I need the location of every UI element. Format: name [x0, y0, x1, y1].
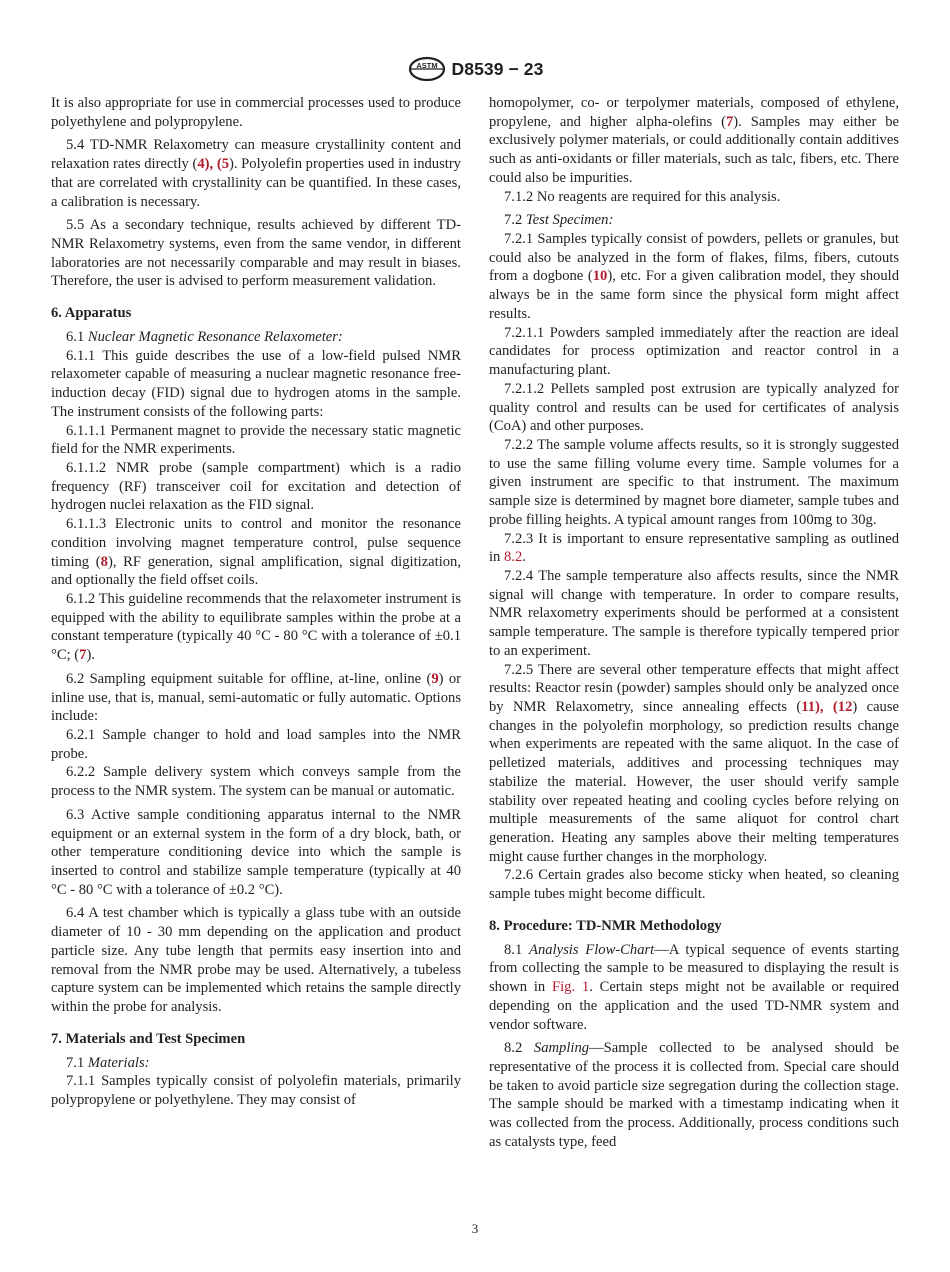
right-column — [489, 94, 899, 1152]
left-column — [51, 94, 461, 1110]
page-header — [0, 56, 950, 82]
paragraph-5-4: 5.4 TD-NMR Relaxometry can measure crystallinity content and relaxation rates directly (4), (5). Polyolefin properties used in industry that are correlated with crystallinity can be quantified. In these cases, a calibration is necessary. — [51, 137, 461, 210]
paragraph-7-2-1-2: 7.2.1.2 Pellets sampled post extrusion are typically analyzed for quality control and results can be used for certificates of analysis (CoA) and other purposes. — [489, 380, 899, 435]
page-number: 3 — [471, 1221, 479, 1236]
paragraph-6-1-1-1: 6.1.1.1 Permanent magnet to provide the necessary static magnetic field for the NMR experiments. — [51, 422, 461, 458]
reference-link[interactable]: 8 — [100, 553, 108, 570]
paragraph-7-2: 7.2 Test Specimen: — [504, 212, 614, 229]
paragraph-7-1-2: 7.1.2 No reagents are required for this analysis. — [504, 188, 781, 205]
paragraph-6-1-2: 6.1.2 This guideline recommends that the relaxometer instrument is equipped with the ability to equilibrate samples within the probe at a constant temperature (typically 40 °C - 80 °C with a tolerance of ±0.1 °C; (7). — [51, 590, 461, 664]
paragraph-6-1-1: 6.1.1 This guide describes the use of a low-field pulsed NMR relaxometer capable of measuring a nuclear magnetic resonance free-induction decay (FID) signal due to hydrogen atoms in the sample. The instrument consists of the following parts: — [51, 347, 461, 420]
paragraph-8-1: 8.1 Analysis Flow-Chart—A typical sequence of events starting from collecting the sample to be measured to displaying the result is shown in Fig. 1. Certain steps might not be available or required depending on the application and the used TD-NMR system and vendor software. — [489, 941, 900, 1033]
paragraph-7-2-3: 7.2.3 It is important to ensure representative sampling as outlined in 8.2. — [489, 530, 899, 566]
paragraph-7-2-5: 7.2.5 There are several other temperature effects that might affect results: Reactor resin (powder) samples should only be analyzed once by NMR Relaxometry, since annealing effects (11), (12) cause changes in the polyolefin morphology, so prediction results change when experiments are repeated with the same aliquot. In the case of pelletized materials, additives and processing techniques may stabilize the material. However, the user should verify sample stability over repeated heating and cooling cycles before relying on multiple measurements of the same aliquot for control chart generation. Heating any samples above their melting temperatures might cause further changes in the morphology. — [489, 661, 899, 865]
paragraph-8-2: 8.2 Sampling—Sample collected to be analysed should be representative of the process it is collected from. Special care should be taken to avoid particle size segregation during the collection stage. The sample should be marked with a timestamp indicating when it was collected from the process. Additionally, process conditions such as catalysts type, feed — [489, 1040, 900, 1150]
section-heading-8: 8. Procedure: TD-NMR Methodology — [489, 917, 722, 934]
paragraph-5-5: 5.5 As a secondary technique, results achieved by different TD-NMR Relaxometry systems, even from the same vendor, in different laboratories are not necessarily comparable and may result in biases. Therefore, the user is advised to perform measurement validation. — [51, 217, 461, 290]
figure-link[interactable]: Fig. 1 — [552, 979, 590, 996]
paragraph-7-1-1: 7.1.1 Samples typically consist of polyolefin materials, primarily polypropylene or polyethylene. They may consist of — [51, 1073, 461, 1108]
paragraph-7-2-1-1: 7.2.1.1 Powders sampled immediately after the reaction are ideal candidates for process optimization and reactor control in a manufacturing plant. — [489, 324, 899, 379]
paragraph-7-2-6: 7.2.6 Certain grades also become sticky when heated, so cleaning sample tubes might become difficult. — [489, 867, 899, 903]
paragraph-6-1-1-3: 6.1.1.3 Electronic units to control and monitor the resonance condition involving magnet temperature control, pulse sequence timing (8), RF generation, signal amplification, signal digitization, and optionally the field offset coils. — [51, 516, 462, 589]
paragraph-intro: It is also appropriate for use in commercial processes used to produce polyethylene and polypropylene. — [51, 95, 461, 130]
paragraph-6-2: 6.2 Sampling equipment suitable for offline, at-line, online (9) or inline use, that is, manual, semi-automatic or fully automatic. Options include: — [51, 670, 461, 725]
paragraph-6-2-1: 6.2.1 Sample changer to hold and load samples into the NMR probe. — [51, 727, 461, 762]
reference-link[interactable]: 12 — [837, 699, 853, 715]
paragraph-7-2-2: 7.2.2 The sample volume affects results, so it is strongly suggested to use the same filling volume every time. Sample volumes for a given instrument are specific to that instrument. The maximum sample size is determined by magnet bore diameter, sample tubes and probe filling heights. A typical amount ranges from 100mg to 30g. — [489, 436, 899, 528]
reference-link[interactable]: 7 — [726, 113, 734, 130]
paragraph-6-4: 6.4 A test chamber which is typically a glass tube with an outside diameter of 10 - 30 mm depending on the application and product particle size. Any tube length that permits easy insertion into and removal from the NMR probe may be used. Alternatively, a tubeless capture system can be implemented which retains the sample directly within the probe for analysis. — [51, 905, 461, 1016]
reference-link[interactable]: 11 — [801, 699, 816, 715]
reference-link[interactable]: 5 — [221, 156, 229, 173]
section-heading-7: 7. Materials and Test Specimen — [51, 1030, 246, 1047]
paragraph-7-1: 7.1 Materials: — [66, 1054, 150, 1071]
paragraph-7-2-1: 7.2.1 Samples typically consist of powders, pellets or granules, but could also be analyzed in the form of flakes, films, fibers, cutouts from a dogbone (10), etc. For a given calibration model, they should always be in the same form since the physical form might affect results. — [489, 231, 899, 322]
astm-logo-icon — [407, 56, 447, 82]
paragraph-6-2-2: 6.2.2 Sample delivery system which conveys sample from the process to the NMR system. The system can be manual or automatic. — [51, 764, 461, 800]
reference-link[interactable]: 9 — [431, 670, 439, 687]
paragraph-7-1-1-continued: homopolymer, co- or terpolymer materials, composed of ethylene, propylene, and higher alpha-olefins (7). Samples may either be exclusively polymer materials, or could additionally contain additives such as anti-oxidants or filler materials, such as talc, fibers, etc. There could also be impurities. — [489, 95, 899, 186]
reference-link[interactable]: 10 — [592, 268, 608, 285]
logo-text: ASTM — [415, 61, 438, 70]
paragraph-6-1: 6.1 Nuclear Magnetic Resonance Relaxometer: — [66, 328, 343, 345]
paragraph-6-3: 6.3 Active sample conditioning apparatus internal to the NMR equipment or an external system in the form of a dry block, bath, or other temperature conditioning device into which the sample is inserted to control and stabilize sample temperature (typically at 40 °C - 80 °C with a tolerance of ±0.2 °C). — [51, 806, 461, 898]
document-id: D8539 − 23 — [451, 58, 544, 79]
paragraph-7-2-4: 7.2.4 The sample temperature also affects results, since the NMR signal will change with temperature. In order to compare results, NMR relaxometry experiments should be performed at a consistent sample temperature. The sample is therefore typically tempered prior to an experiment. — [489, 567, 899, 659]
paragraph-6-1-1-2: 6.1.1.2 NMR probe (sample compartment) which is a radio frequency (RF) transceiver coil for excitation and detection of hydrogen nuclei relaxation as the FID signal. — [51, 459, 461, 514]
reference-link[interactable]: 7 — [79, 647, 87, 664]
reference-link[interactable]: 4 — [197, 156, 205, 173]
section-heading-6: 6. Apparatus — [51, 305, 132, 322]
section-link[interactable]: 8.2 — [504, 549, 523, 566]
